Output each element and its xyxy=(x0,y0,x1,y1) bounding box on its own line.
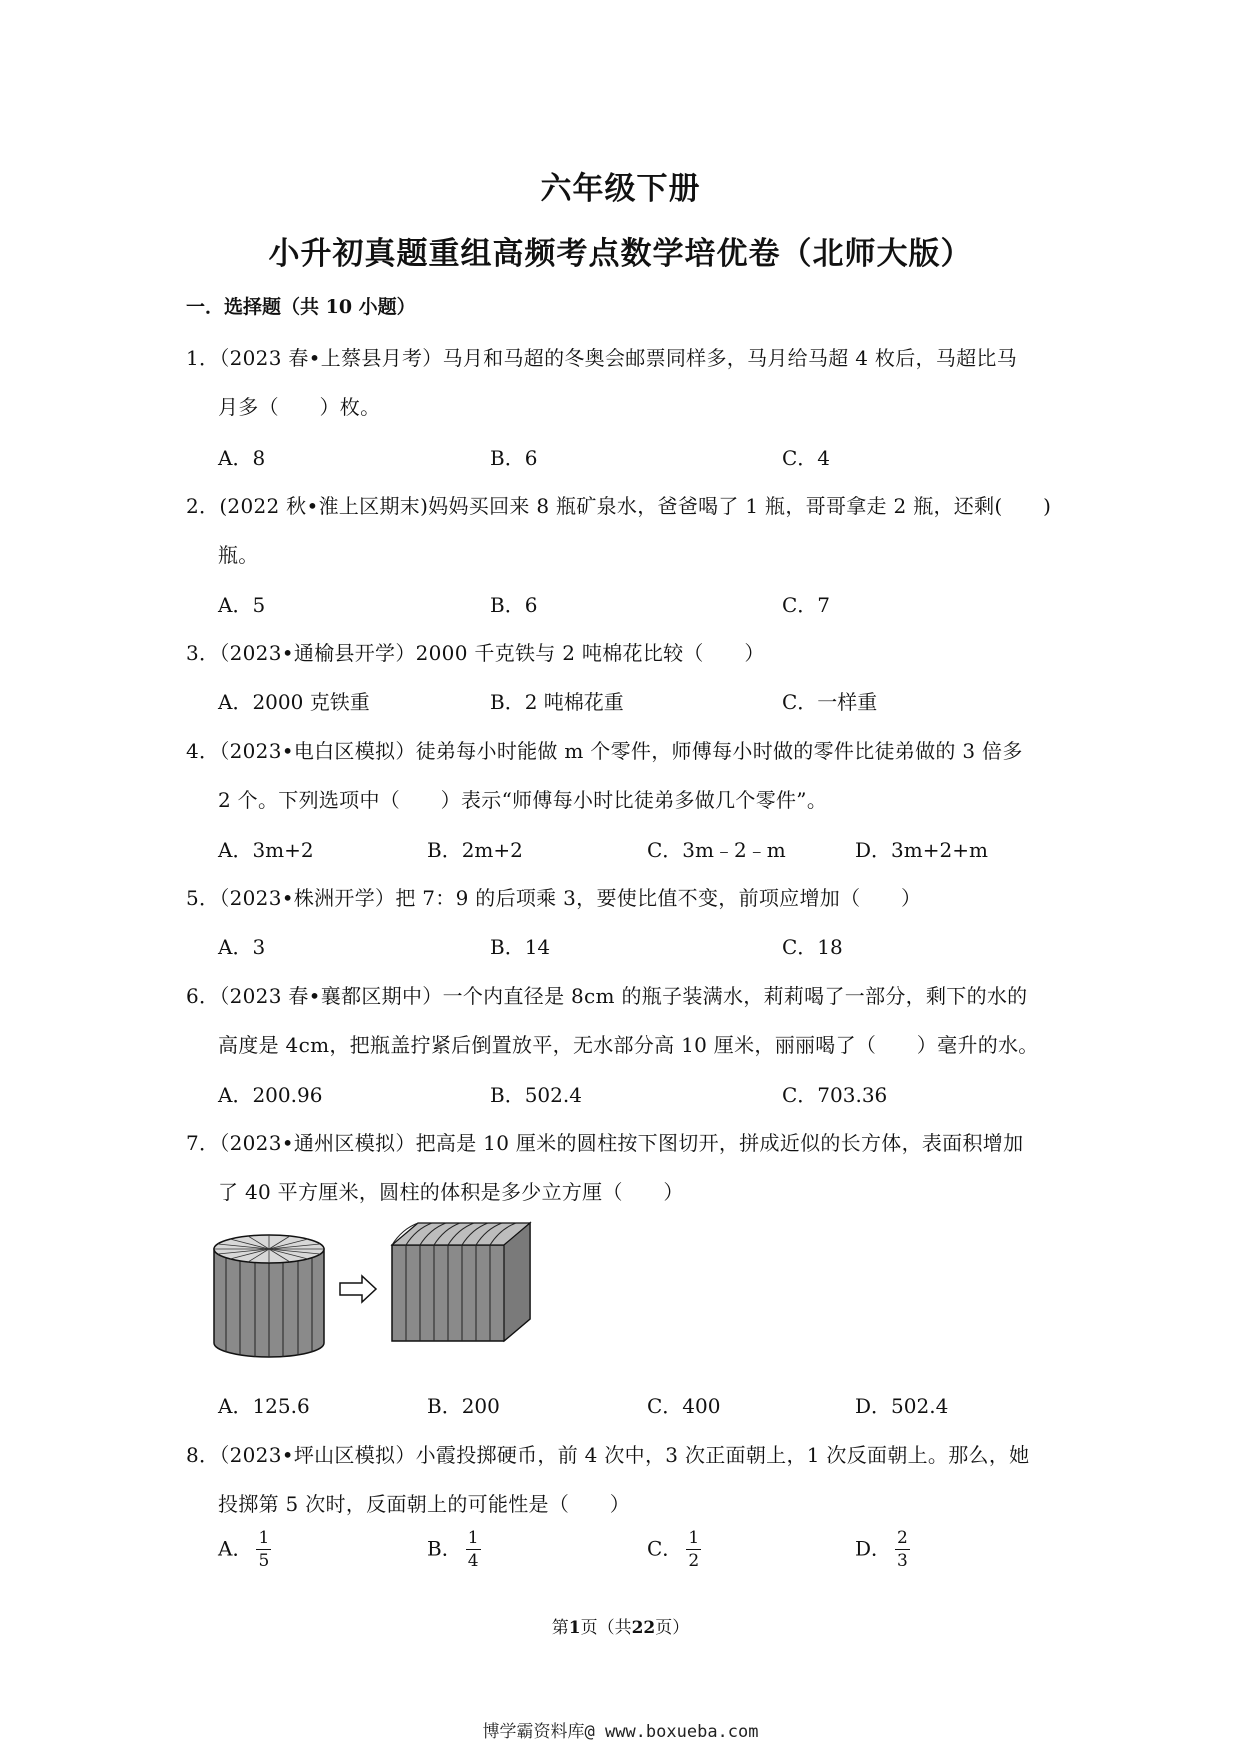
page-suffix: 页） xyxy=(655,1618,690,1638)
question-1-line-2: 月多（ ）枚。 xyxy=(218,395,381,419)
fraction-denominator: 3 xyxy=(897,1551,908,1571)
question-1-option-b: B．6 xyxy=(490,446,538,470)
question-4-option-d: D．3m+2+m xyxy=(855,838,988,862)
question-1-option-c: C．4 xyxy=(782,446,831,470)
question-8-option-c xyxy=(647,1530,701,1570)
page-prefix: 第 xyxy=(551,1618,569,1638)
question-8-option-b xyxy=(427,1530,481,1570)
question-4-option-c: C．3m﹣2﹣m xyxy=(647,838,786,862)
question-2-option-b: B．6 xyxy=(490,593,538,617)
document-title: 六年级下册 xyxy=(540,171,701,207)
right-arrow-icon xyxy=(340,1276,376,1302)
question-8-line-2: 投掷第 5 次时，反面朝上的可能性是（ ） xyxy=(218,1492,631,1516)
fraction xyxy=(466,1530,481,1570)
question-7-option-c: C．400 xyxy=(647,1394,721,1418)
question-7-option-d: D．502.4 xyxy=(855,1394,949,1418)
question-3-option-c: C．一样重 xyxy=(782,690,878,714)
question-4-line-1: 4．（2023•电白区模拟）徒弟每小时能做 m 个零件，师傅每小时做的零件比徒弟做的 3 倍多 xyxy=(186,739,1023,763)
option-label: D． xyxy=(855,1536,892,1561)
question-1-line-1: 1．（2023 春•上蔡县月考）马月和马超的冬奥会邮票同样多，马月给马超 4 枚后，马超比马 xyxy=(186,346,1018,370)
question-5-option-a: A．3 xyxy=(218,935,266,959)
page-footer xyxy=(0,1613,1241,1638)
question-3-line-1: 3．（2023•通榆县开学）2000 千克铁与 2 吨棉花比较（ ） xyxy=(186,641,765,665)
question-3-option-a: A．2000 克铁重 xyxy=(218,690,370,714)
fraction-denominator: 2 xyxy=(688,1551,700,1571)
question-2-line-2: 瓶。 xyxy=(218,543,259,567)
question-1-option-a: A．8 xyxy=(218,446,266,470)
section-heading: 一．选择题（共 10 小题） xyxy=(186,296,416,318)
question-7-line-2: 了 40 平方厘米，圆柱的体积是多少立方厘（ ） xyxy=(218,1180,684,1204)
fraction-numerator: 2 xyxy=(897,1528,908,1548)
question-4-option-b: B．2m+2 xyxy=(427,838,523,862)
question-7-option-a: A．125.6 xyxy=(218,1394,310,1418)
fraction-denominator: 5 xyxy=(258,1551,270,1571)
option-label: C． xyxy=(647,1536,683,1561)
option-label: B． xyxy=(427,1536,462,1561)
cylinder-to-cuboid-figure xyxy=(212,1215,552,1369)
question-3-option-b: B．2 吨棉花重 xyxy=(490,690,624,714)
question-5-option-b: B．14 xyxy=(490,935,551,959)
question-2-option-c: C．7 xyxy=(782,593,831,617)
watermark: 博学霸资料库@ www.boxueba.com xyxy=(482,1722,759,1742)
document-subtitle: 小升初真题重组高频考点数学培优卷（北师大版） xyxy=(268,236,973,272)
question-4-option-a: A．3m+2 xyxy=(218,838,314,862)
page-number: 1 xyxy=(568,1618,581,1638)
question-4-line-2: 2 个。下列选项中（ ）表示“师傅每小时比徒弟多做几个零件”。 xyxy=(218,788,828,812)
question-8-option-d xyxy=(855,1530,910,1570)
question-7-line-1: 7．（2023•通州区模拟）把高是 10 厘米的圆柱按下图切开，拼成近似的长方体，表面积增加 xyxy=(186,1131,1024,1155)
cylinder-cutting-illustration xyxy=(212,1215,552,1365)
fraction xyxy=(686,1530,701,1570)
question-7-option-b: B．200 xyxy=(427,1394,500,1418)
fraction-numerator: 1 xyxy=(467,1528,479,1548)
question-8-line-1: 8．（2023•坪山区模拟）小霞投掷硬币，前 4 次中，3 次正面朝上，1 次反面朝上。那么，她 xyxy=(186,1443,1030,1467)
question-6-option-a: A．200.96 xyxy=(218,1083,323,1107)
cylinder-icon xyxy=(214,1235,324,1357)
question-5-line-1: 5．（2023•株洲开学）把 7：9 的后项乘 3，要使比值不变，前项应增加（ ） xyxy=(186,886,922,910)
page-mid: 页（共 xyxy=(580,1618,632,1638)
cuboid-icon xyxy=(392,1223,530,1341)
option-label: A． xyxy=(218,1536,253,1561)
fraction xyxy=(256,1530,271,1570)
fraction-denominator: 4 xyxy=(467,1551,479,1571)
page-total: 22 xyxy=(631,1618,656,1638)
question-6-option-c: C．703.36 xyxy=(782,1083,888,1107)
fraction xyxy=(895,1530,910,1570)
question-6-line-1: 6．（2023 春•襄都区期中）一个内直径是 8cm 的瓶子装满水，莉莉喝了一部分，剩下的水的 xyxy=(186,984,1028,1008)
question-2-line-1: 2．(2022 秋•淮上区期末)妈妈买回来 8 瓶矿泉水，爸爸喝了 1 瓶，哥哥拿走 2 瓶，还剩( ) xyxy=(186,494,1052,518)
question-6-option-b: B．502.4 xyxy=(490,1083,582,1107)
question-8-option-a xyxy=(218,1530,271,1570)
question-6-line-2: 高度是 4cm，把瓶盖拧紧后倒置放平，无水部分高 10 厘米，丽丽喝了（ ）毫升的水。 xyxy=(218,1033,1039,1057)
question-5-option-c: C．18 xyxy=(782,935,843,959)
fraction-numerator: 1 xyxy=(258,1528,270,1548)
fraction-numerator: 1 xyxy=(688,1528,700,1548)
question-2-option-a: A．5 xyxy=(218,593,266,617)
